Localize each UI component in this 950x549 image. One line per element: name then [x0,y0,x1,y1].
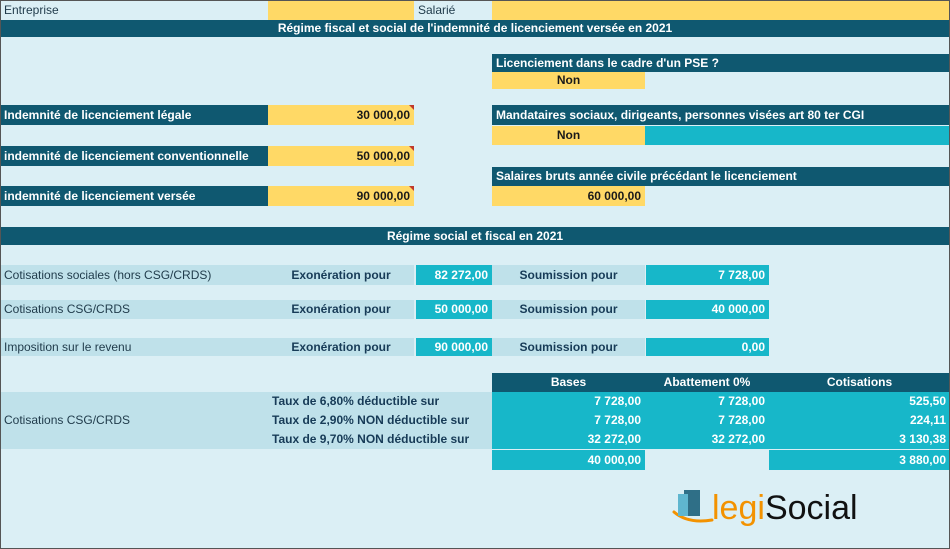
row-label: Imposition sur le revenu [0,338,268,356]
mandataires-fill [645,126,950,145]
indemnite-conv-amount: 50 000,00 [356,149,410,163]
row-label: Cotisations CSG/CRDS [0,300,268,319]
salaires-label: Salaires bruts année civile précédant le licenciement [492,167,950,186]
pse-question: Licenciement dans le cadre d'un PSE ? [492,54,950,72]
csg-section-label: Cotisations CSG/CRDS [0,392,268,449]
exoneration-label: Exonération pour [268,265,414,285]
salaires-value[interactable]: 60 000,00 [492,186,645,206]
indemnite-legale-label: Indemnité de licenciement légale [0,105,268,125]
legisocial-logo [668,484,888,532]
cotisation-value: 3 130,38 [769,430,950,449]
soumission-value: 0,00 [646,338,769,356]
cotisation-value: 224,11 [769,411,950,430]
exoneration-value: 82 272,00 [416,265,492,285]
base-value: 7 728,00 [492,411,645,430]
exoneration-value: 50 000,00 [416,300,492,319]
indemnite-conv-label: indemnité de licenciement conventionnelle [0,146,268,166]
indemnite-legale-amount: 30 000,00 [356,108,410,122]
soumission-label: Soumission pour [492,338,645,356]
base-value: 7 728,00 [492,392,645,411]
salarie-input[interactable] [492,1,950,20]
exoneration-value: 90 000,00 [416,338,492,356]
regime-title: Régime social et fiscal en 2021 [0,227,950,245]
taux-label: Taux de 2,90% NON déductible sur [268,411,492,430]
exoneration-label: Exonération pour [268,300,414,319]
logo-text [712,486,858,530]
soumission-label: Soumission pour [492,300,645,319]
comment-marker-icon[interactable] [409,146,414,151]
soumission-value: 7 728,00 [646,265,769,285]
indemnite-legale-value[interactable] [268,105,414,125]
abattement-value: 7 728,00 [645,392,769,411]
taux-label: Taux de 9,70% NON déductible sur [268,430,492,449]
abattement-value: 32 272,00 [645,430,769,449]
pse-answer-select[interactable]: Non [492,72,645,89]
logo-text-legi: legi [712,489,765,527]
header-bases: Bases [492,373,645,392]
page-title: Régime fiscal et social de l'indemnité de licenciement versée en 2021 [0,20,950,37]
abattement-value: 7 728,00 [645,411,769,430]
soumission-value: 40 000,00 [646,300,769,319]
indemnite-conv-value[interactable] [268,146,414,166]
header-abattement: Abattement 0% [645,373,769,392]
indemnite-versee-label: indemnité de licenciement versée [0,186,268,206]
soumission-label: Soumission pour [492,265,645,285]
comment-marker-icon[interactable] [409,186,414,191]
header-cotisations: Cotisations [769,373,950,392]
exoneration-label: Exonération pour [268,338,414,356]
taux-label: Taux de 6,80% déductible sur [268,392,492,411]
salarie-label: Salarié [418,3,456,17]
entreprise-input[interactable] [268,1,414,20]
comment-marker-icon[interactable] [409,105,414,110]
indemnite-versee-amount: 90 000,00 [356,189,410,203]
total-base-value: 40 000,00 [492,450,645,470]
logo-text-social: Social [764,489,858,527]
entreprise-label: Entreprise [4,3,59,17]
mandataires-question: Mandataires sociaux, dirigeants, personnes visées art 80 ter CGI [492,105,950,125]
cotisation-value: 525,50 [769,392,950,411]
total-cotisation-value: 3 880,00 [769,450,950,470]
indemnite-versee-value[interactable] [268,186,414,206]
base-value: 32 272,00 [492,430,645,449]
logo-icon [668,484,716,532]
row-label: Cotisations sociales (hors CSG/CRDS) [0,265,268,285]
mandataires-answer-select[interactable]: Non [492,126,645,145]
